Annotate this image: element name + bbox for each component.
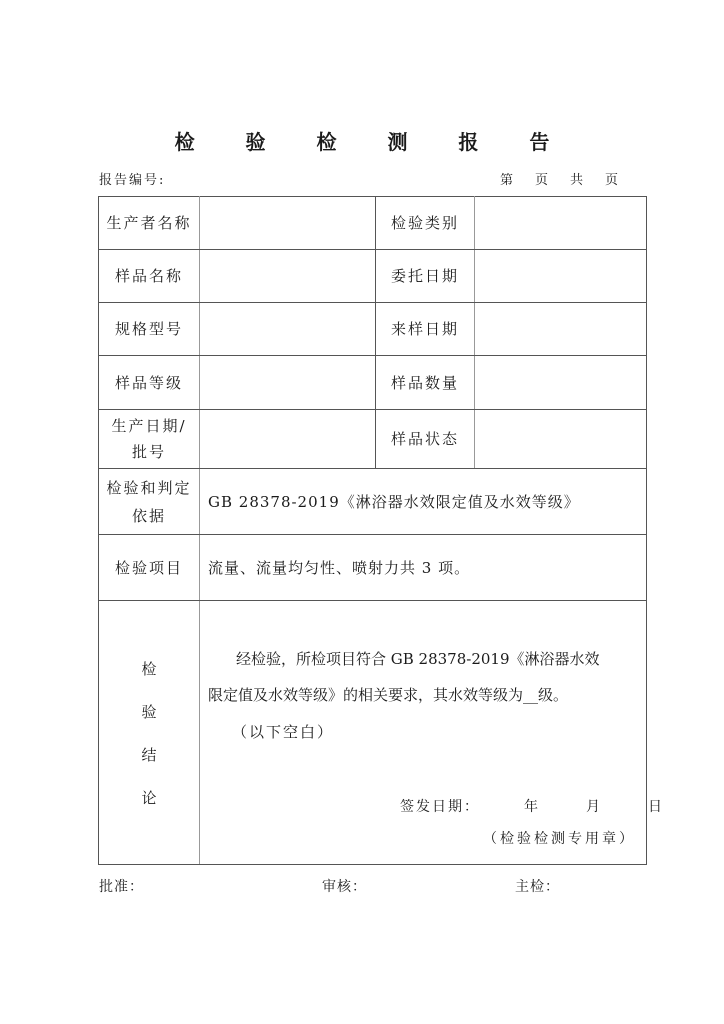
page-label-gong: 共 — [570, 173, 584, 188]
conclusion-text-line2: 限定值及水效等级》的相关要求，其水效等级为__级。 — [208, 686, 569, 704]
page-label-di: 第 — [500, 173, 514, 188]
page-count — [500, 169, 618, 188]
field-basis: GB 28378-2019《淋浴器水效限定值及水效等级》 — [200, 469, 647, 535]
label-arrival-date: 来样日期 — [376, 303, 475, 356]
field-sample-quantity[interactable] — [475, 356, 647, 410]
issue-date-label: 签发日期： — [400, 799, 480, 815]
conclusion-body — [200, 601, 662, 865]
date-year: 年 — [524, 799, 538, 815]
review-label: 审核： — [322, 879, 367, 895]
label-inspection-type: 检验类别 — [376, 197, 475, 250]
approve-label: 批准： — [99, 879, 144, 895]
label-commission-date: 委托日期 — [376, 250, 475, 303]
field-sample-grade[interactable] — [200, 356, 376, 410]
table-row — [99, 410, 647, 469]
report-table — [98, 196, 662, 865]
table-row — [99, 356, 647, 410]
conclusion-char: 论 — [141, 788, 157, 807]
label-conclusion — [99, 601, 200, 865]
label-basis: 检验和判定依据 — [99, 469, 200, 535]
label-sample-name: 样品名称 — [99, 250, 200, 303]
field-items: 流量、流量均匀性、喷射力共 3 项。 — [200, 535, 647, 601]
table-row — [99, 197, 647, 250]
label-sample-quantity: 样品数量 — [376, 356, 475, 410]
label-sample-grade: 样品等级 — [99, 356, 200, 410]
field-sample-name[interactable] — [200, 250, 376, 303]
issue-date — [400, 791, 662, 824]
table-row — [99, 303, 647, 356]
field-production-date-batch[interactable] — [200, 410, 376, 469]
label-production-date-batch: 生产日期/批号 — [99, 410, 200, 469]
label-model: 规格型号 — [99, 303, 200, 356]
field-model[interactable] — [200, 303, 376, 356]
report-number-label: 报告编号: — [99, 173, 166, 188]
conclusion-text-line1: 经检验，所检项目符合 GB 28378-2019《淋浴器水效 — [236, 650, 600, 668]
field-producer[interactable] — [200, 197, 376, 250]
page-label-ye2: 页 — [605, 173, 619, 188]
field-commission-date[interactable] — [475, 250, 647, 303]
table-row — [99, 601, 647, 865]
field-sample-state[interactable] — [475, 410, 647, 469]
page-label-ye: 页 — [535, 173, 549, 188]
blank-note: （以下空白） — [232, 723, 335, 741]
label-items: 检验项目 — [99, 535, 200, 601]
label-producer: 生产者名称 — [99, 197, 200, 250]
main-inspector-label: 主检： — [515, 879, 560, 895]
conclusion-char: 结 — [141, 745, 157, 764]
conclusion-char: 验 — [141, 702, 157, 721]
page-title: 检 验 检 测 报 告 — [174, 130, 572, 154]
table-row — [99, 250, 647, 303]
date-month: 月 — [586, 799, 600, 815]
date-day: 日 — [648, 799, 662, 815]
label-sample-state: 样品状态 — [376, 410, 475, 469]
seal-note: （检验检测专用章） — [483, 831, 636, 847]
field-inspection-type[interactable] — [475, 197, 647, 250]
conclusion-char: 检 — [141, 659, 157, 678]
field-arrival-date[interactable] — [475, 303, 647, 356]
table-row — [99, 535, 647, 601]
table-row — [99, 469, 647, 535]
